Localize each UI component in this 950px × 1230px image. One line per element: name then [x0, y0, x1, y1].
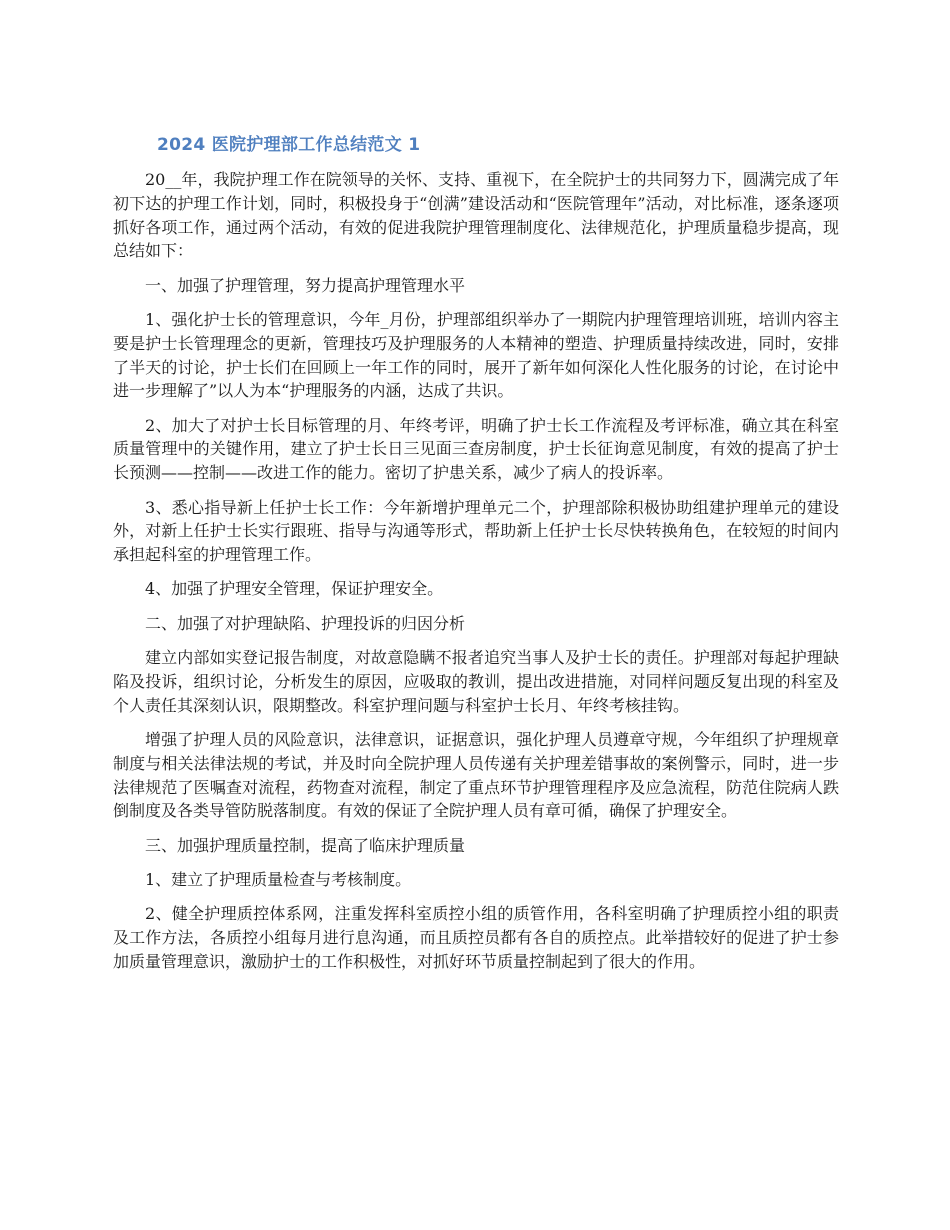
- section-heading: 二、加强了对护理缺陷、护理投诉的归因分析: [145, 613, 466, 633]
- section-heading: 一、加强了护理管理，努力提高护理管理水平: [145, 275, 466, 295]
- paragraph: 1、建立了护理质量检查与考核制度。: [145, 869, 412, 889]
- paragraph: 2、加大了对护士长目标管理的月、年终考评，明确了护士长工作流程及考评标准，确立其在科室质量管理中的关键作用，建立了护士长日三见面三查房制度，护士长征询意见制度，有效的提高了护士长预测——控制——改进工作的能力。密切了护患关系，减少了病人的投诉率。: [113, 415, 839, 483]
- paragraph: 1、强化护士长的管理意识，今年_月份，护理部组织举办了一期院内护理管理培训班，培训内容主要是护士长管理理念的更新，管理技巧及护理服务的人本精神的塑造、护理质量持续改进，同时，安排了半天的讨论，护士长们在回顾上一年工作的同时，展开了新年如何深化人性化服务的讨论，在讨论中进一步理解了”以人为本“护理服务的内涵，达成了共识。: [113, 309, 839, 401]
- document-title: 2024 医院护理部工作总结范文 1: [157, 135, 421, 155]
- paragraph: 建立内部如实登记报告制度，对故意隐瞒不报者追究当事人及护士长的责任。护理部对每起护理缺陷及投诉，组织讨论，分析发生的原因，应吸取的教训，提出改进措施，对同样问题反复出现的科室及个人责任其深刻认识，限期整改。科室护理问题与科室护士长月、年终考核挂钩。: [113, 648, 839, 715]
- section-heading: 三、加强护理质量控制，提高了临床护理质量: [145, 835, 466, 855]
- paragraph: 增强了护理人员的风险意识，法律意识，证据意识，强化护理人员遵章守规，今年组织了护理规章制度与相关法律法规的考试，并及时向全院护理人员传递有关护理差错事故的案例警示，同时，进一步法律规范了医嘱查对流程，药物查对流程，制定了重点环节护理管理程序及应急流程，防范住院病人跌倒制度及各类导管防脱落制度。有效的保证了全院护理人员有章可循，确保了护理安全。: [113, 729, 839, 821]
- paragraph: 20__年，我院护理工作在院领导的关怀、支持、重视下，在全院护士的共同努力下，圆满完成了年初下达的护理工作计划，同时，积极投身于“创满”建设活动和“医院管理年”活动，对比标准，逐条逐项抓好各项工作，通过两个活动，有效的促进我院护理管理制度化、法律规范化，护理质量稳步提高，现总结如下：: [113, 170, 839, 261]
- document-body: [113, 168, 839, 984]
- paragraph: 4、加强了护理安全管理，保证护理安全。: [145, 579, 444, 599]
- paragraph: 2、健全护理质控体系网，注重发挥科室质控小组的质管作用，各科室明确了护理质控小组的职责及工作方法，各质控小组每月进行息沟通，而且质控员都有各自的质控点。此举措较好的促进了护士参加质量管理意识，激励护士的工作积极性，对抓好环节质量控制起到了很大的作用。: [113, 904, 839, 971]
- paragraph: 3、悉心指导新上任护士长工作：今年新增护理单元二个，护理部除积极协助组建护理单元的建设外，对新上任护士长实行跟班、指导与沟通等形式，帮助新上任护士长尽快转换角色，在较短的时间内承担起科室的护理管理工作。: [113, 497, 839, 565]
